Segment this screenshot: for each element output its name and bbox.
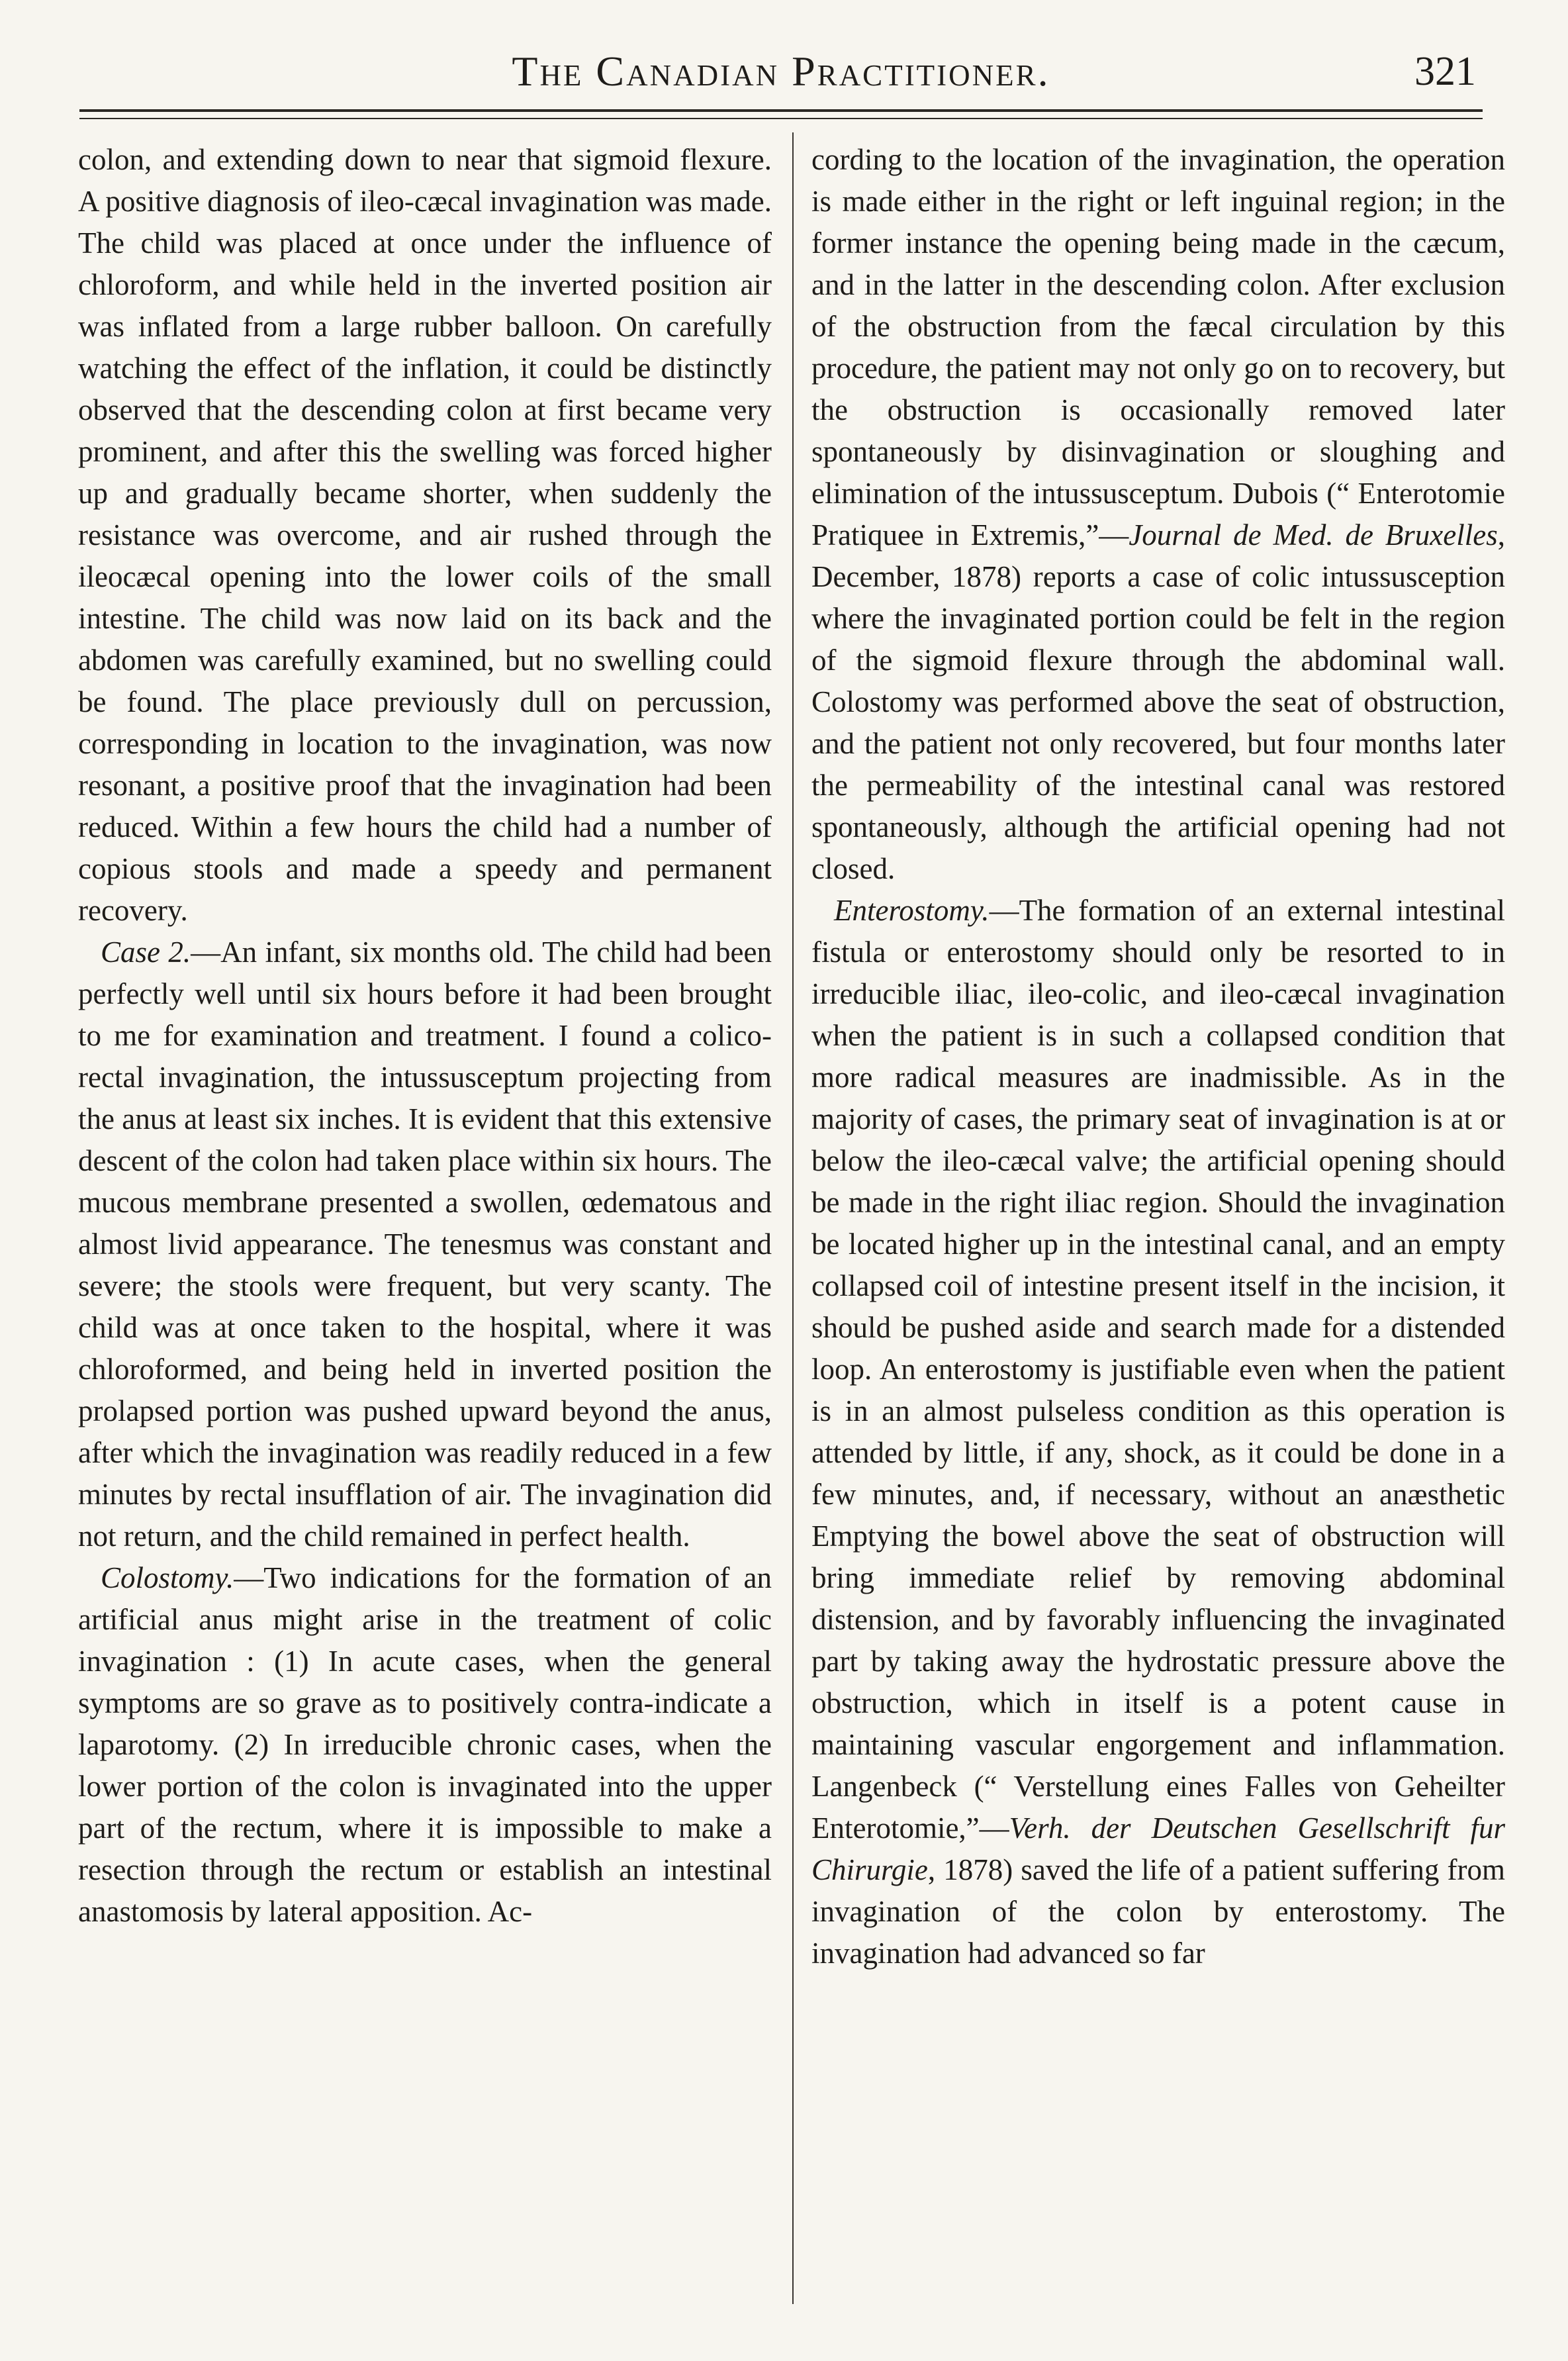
- journal-citation-bruxelles: Journal de Med. de Bruxelles: [1129, 518, 1498, 552]
- paragraph-enterostomy: [811, 890, 1505, 1974]
- enterostomy-heading: Enterostomy.: [834, 894, 990, 927]
- page-header: [79, 41, 1483, 114]
- paragraph-case-2: [78, 932, 772, 1557]
- paragraph-continuation: colon, and extending down to near that sigmoid flexure. A positive diagnosis of ileo-cæcal invagination was made. The child was placed at once under the influence of chloroform, and while held in the inverted position air was inflated from a large rubber balloon. On carefully watching the effect of the inflation, it could be distinctly observed that the descending colon at first became very prominent, and after this the swelling was forced higher up and gradually became shorter, when suddenly the resistance was overcome, and air rushed through the ileocæcal opening into the lower coils of the small intestine. The child was now laid on its back and the abdomen was carefully examined, but no swelling could be found. The place previously dull on percussion, corresponding in location to the invagination, was now resonant, a positive proof that the invagination had been reduced. Within a few hours the child had a number of copious stools and made a speedy and permanent recovery.: [78, 143, 772, 927]
- case-2-heading: Case 2.: [101, 936, 191, 969]
- paragraph-colostomy-continued: [811, 139, 1505, 890]
- colostomy-continued-text-b: , December, 1878) reports a case of colic intussusception where the invaginated portion could be felt in the region of the sigmoid flexure through the abdominal wall. Colostomy was performed above the seat of obstruction, and the patient not only recovered, but four months later the permeability of the intestinal canal was restored spontaneously, although the artificial opening had not closed.: [811, 518, 1505, 885]
- column-divider: [792, 132, 794, 2304]
- colostomy-text: —Two indications for the formation of an artificial anus might arise in the treatment of colic invagination : (1) In acute cases, when the general symptoms are so grave as to positively contra-indicate a laparotomy. (2) In irreducible chronic cases, when the lower portion of the colon is invaginated into the upper part of the rectum, where it is impossible to make a resection through the rectum or establish an intestinal anastomosis by lateral apposition. Ac-: [78, 1561, 772, 1928]
- page-number: 321: [1414, 49, 1476, 94]
- colostomy-heading: Colostomy.: [101, 1561, 234, 1594]
- case-2-text: —An infant, six months old. The child had been perfectly well until six hours before it had been brought to me for examination and treatment. I found a colico-rectal invagination, the intussusceptum projecting from the anus at least six inches. It is evident that this extensive descent of the colon had taken place within six hours. The mucous membrane presented a swollen, œdematous and almost livid appearance. The tenesmus was constant and severe; the stools were frequent, but very scanty. The child was at once taken to the hospital, where it was chloroformed, and being held in inverted position the prolapsed portion was pushed upward beyond the anus, after which the invagination was readily reduced in a few minutes by rectal insufflation of air. The invagination did not return, and the child remained in perfect health.: [78, 936, 772, 1553]
- paragraph-colostomy: [78, 1557, 772, 1933]
- left-column: [78, 139, 772, 1933]
- enterostomy-text-a: —The formation of an external intestinal fistula or enterostomy should only be resorted to in irreducible iliac, ileo-colic, and ileo-cæcal invagination when the patient is in such a collapsed condition that more radical measures are inadmissible. As in the majority of cases, the primary seat of invagination is at or below the ileo-cæcal valve; the artificial opening should be made in the right iliac region. Should the invagination be located higher up in the intestinal canal, and an empty collapsed coil of intestine present itself in the incision, it should be pushed aside and search made for a distended loop. An enterostomy is justifiable even when the patient is in an almost pulseless condition as this operation is attended by little, if any, shock, as it could be done in a few minutes, and, if necessary, without an anæsthetic Emptying the bowel above the seat of obstruction will bring immediate relief by removing abdominal distension, and by favorably influencing the invaginated part by taking away the hydrostatic pressure above the obstruction, which in itself is a potent cause in maintaining vascular engorgement and inflammation. Langenbeck (“ Verstellung eines Falles von Geheilter Enterotomie,”—: [811, 894, 1505, 1845]
- journal-citation-chirurgie: Verh. der Deutschen Gesellschrift fur Chirurgie: [811, 1811, 1505, 1886]
- enterostomy-text-b: , 1878) saved the life of a patient suffering from invagination of the colon by enterostomy. The invagination had advanced so far: [811, 1853, 1505, 1970]
- right-column: [811, 139, 1505, 1974]
- header-rule-thick: [79, 109, 1483, 112]
- header-rule-thin: [79, 118, 1483, 119]
- running-head: The Canadian Practitioner.: [512, 48, 1050, 95]
- colostomy-continued-text-a: cording to the location of the invagination, the operation is made either in the right or left inguinal region; in the former instance the opening being made in the cæcum, and in the latter in the descending colon. After exclusion of the obstruction from the fæcal circulation by this procedure, the patient may not only go on to recovery, but the obstruction is occasionally removed later spontaneously by disinvagination or sloughing and elimination of the intussusceptum. Dubois (“ Enterotomie Pratiquee in Extremis,”—: [811, 143, 1505, 552]
